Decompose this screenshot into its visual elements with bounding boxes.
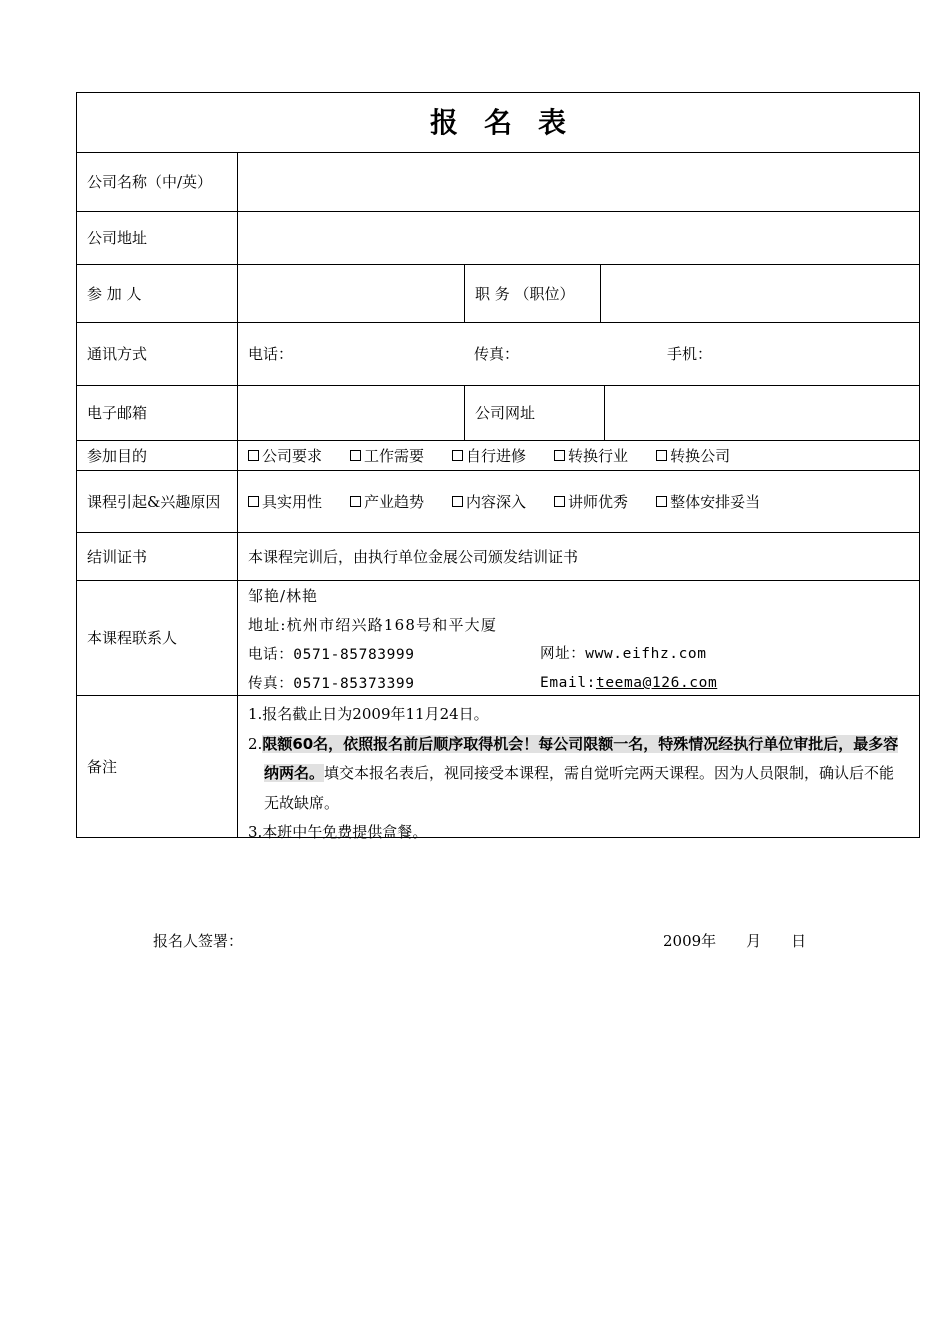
certificate-label: 结训证书 <box>77 533 238 580</box>
participant-row <box>77 264 919 322</box>
phone-label: 电话： <box>248 345 294 363</box>
checkbox-icon[interactable] <box>248 496 259 507</box>
website-field[interactable] <box>604 386 919 440</box>
remark-2: 2.限额60名，依照报名前后顺序取得机会！每公司限额一名，特殊情况经执行单位审批后，最多容纳两名。填交本报名表后，视同接受本课程，需自觉听完两天课程。因为人员限制，确认后不能无故缺席。 <box>248 734 899 812</box>
contact-email: Email:teema@126.com <box>540 675 718 691</box>
checkbox-icon[interactable] <box>248 450 259 461</box>
position-label: 职 务 （职位） <box>464 265 600 322</box>
participant-label: 参 加 人 <box>77 265 238 322</box>
email-label: 电子邮箱 <box>77 386 238 440</box>
company-address-field[interactable] <box>238 212 919 264</box>
course-contact-info <box>238 581 919 695</box>
email-row <box>77 385 919 440</box>
purpose-option[interactable]: 转换公司 <box>656 442 730 470</box>
registration-form <box>76 92 920 841</box>
email-field[interactable] <box>238 386 464 440</box>
signature-label: 报名人签署： <box>153 932 244 950</box>
interest-row <box>77 470 919 532</box>
purpose-option[interactable]: 工作需要 <box>350 442 424 470</box>
checkbox-icon[interactable] <box>452 450 463 461</box>
purpose-row <box>77 440 919 470</box>
remarks-row <box>77 695 919 841</box>
checkbox-icon[interactable] <box>452 496 463 507</box>
certificate-text: 本课程完训后，由执行单位金展公司颁发结训证书 <box>248 547 579 566</box>
form-title: 报名表 <box>429 105 592 139</box>
contact-fax: 传真：0571-85373399 <box>248 676 415 692</box>
purpose-label: 参加目的 <box>77 441 238 470</box>
contact-names: 邹艳/林艳 <box>248 587 319 605</box>
checkbox-icon[interactable] <box>554 496 565 507</box>
purpose-option[interactable]: 自行进修 <box>452 442 526 470</box>
interest-options <box>238 471 919 532</box>
contact-label: 通讯方式 <box>77 323 238 385</box>
interest-option[interactable]: 产业趋势 <box>350 488 424 516</box>
remarks-label: 备注 <box>77 696 238 838</box>
checkbox-icon[interactable] <box>350 450 361 461</box>
contact-phone-line <box>248 640 919 669</box>
website-label: 公司网址 <box>464 386 604 440</box>
contact-website: 网址：www.eifhz.com <box>540 646 707 662</box>
checkbox-icon[interactable] <box>656 496 667 507</box>
company-name-row <box>77 152 919 211</box>
mobile-label: 手机： <box>667 345 713 363</box>
title-row <box>77 93 919 152</box>
company-address-row <box>77 211 919 264</box>
checkbox-icon[interactable] <box>350 496 361 507</box>
contact-phone: 电话：0571-85783999 <box>248 647 415 663</box>
certificate-row <box>77 532 919 580</box>
checkbox-icon[interactable] <box>554 450 565 461</box>
company-address-label: 公司地址 <box>77 212 238 264</box>
purpose-options <box>238 441 919 470</box>
contact-row <box>77 322 919 385</box>
company-name-label: 公司名称（中/英） <box>77 153 238 211</box>
purpose-option[interactable]: 公司要求 <box>248 442 322 470</box>
remarks-content <box>238 696 919 841</box>
interest-label: 课程引起&兴趣原因 <box>77 471 238 532</box>
interest-option[interactable]: 具实用性 <box>248 488 322 516</box>
interest-option[interactable]: 讲师优秀 <box>554 488 628 516</box>
purpose-option[interactable]: 转换行业 <box>554 442 628 470</box>
participant-field[interactable] <box>238 265 464 322</box>
company-name-field[interactable] <box>238 153 919 211</box>
interest-option[interactable]: 内容深入 <box>452 488 526 516</box>
course-contact-row <box>77 580 919 695</box>
remark-2-highlight: 限额60名，依照报名前后顺序取得机会！每公司限额一名，特殊情况经执行单位审批后，最多容纳两名。 <box>262 734 899 782</box>
position-field[interactable] <box>600 265 919 322</box>
contact-fax-line <box>248 669 919 698</box>
remark-1: 1.报名截止日为2009年11月24日。 <box>248 705 489 723</box>
fax-label: 传真： <box>474 345 520 363</box>
signature-date: 2009年 月 日 <box>663 932 807 950</box>
remark-3: 3.本班中午免费提供盒餐。 <box>248 823 428 841</box>
contact-address: 地址:杭州市绍兴路168号和平大厦 <box>248 616 498 634</box>
email-link[interactable]: teema@126.com <box>595 675 718 691</box>
course-contact-label: 本课程联系人 <box>77 581 238 695</box>
checkbox-icon[interactable] <box>656 450 667 461</box>
interest-option[interactable]: 整体安排妥当 <box>656 488 760 516</box>
